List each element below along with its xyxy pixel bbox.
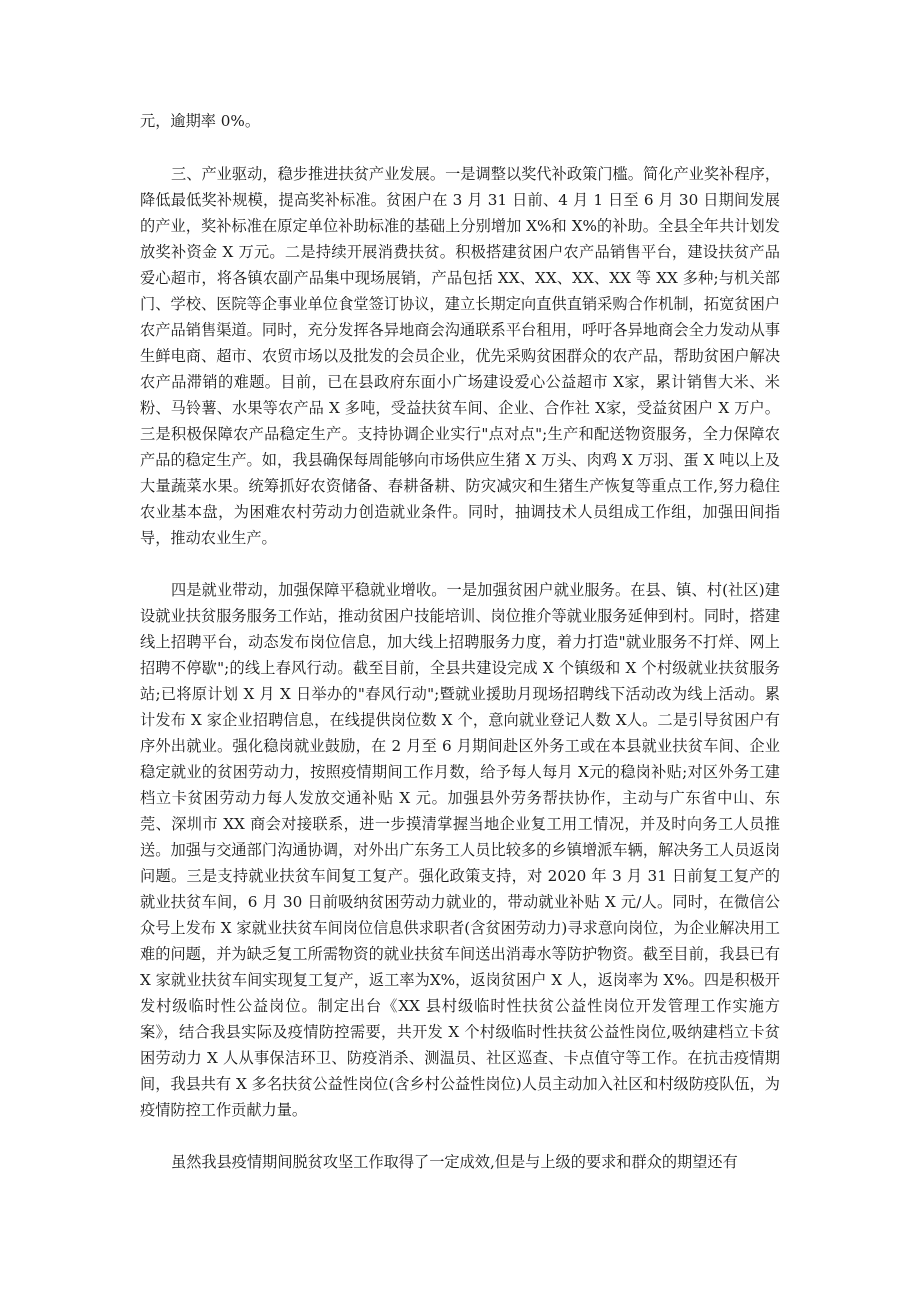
paragraph-shortcomings: 虽然我县疫情期间脱贫攻坚工作取得了一定成效,但是与上级的要求和群众的期望还有 [171, 1153, 738, 1171]
document-page [140, 108, 785, 1201]
paragraph-continuation: 元，逾期率 0%。 [140, 112, 261, 130]
paragraph-employment-driven: 四是就业带动，加强保障平稳就业增收。一是加强贫困户就业服务。在县、镇、村(社区)建设就业扶贫服务服务工作站，推动贫困户技能培训、岗位推介等就业服务延伸到村。同时，搭建线上招聘平台，动态发布岗位信息，加大线上招聘服务力度，着力打造"就业服务不打烊、网上招聘不停歇";的线上春风行动。截至目前，全县共建设完成 X 个镇级和 X 个村级就业扶贫服务站;已将原计划 X 月 X 日举办的"春风行动";暨就业援助月现场招聘线下活动改为线上活动。累计发布 X 家企业招聘信息，在线提供岗位数 X 个，意向就业登记人数 X人。二是引导贫困户有序外出就业。强化稳岗就业鼓励，在 2 月至 6 月期间赴区外务工或在本县就业扶贫车间、企业稳定就业的贫困劳动力，按照疫情期间工作月数，给予每人每月 X元的稳岗补贴;对区外务工建档立卡贫困劳动力每人发放交通补贴 X 元。加强县外劳务帮扶协作，主动与广东省中山、东莞、深圳市 XX 商会对接联系，进一步摸清掌握当地企业复工用工情况，并及时向务工人员推送。加强与交通部门沟通协调，对外出广东务工人员比较多的乡镇增派车辆，解决务工人员返岗问题。三是支持就业扶贫车间复工复产。强化政策支持，对 2020 年 3 月 31 日前复工复产的就业扶贫车间，6 月 30 日前吸纳贫困劳动力就业的，带动就业补贴 X 元/人。同时，在微信公众号上发布 X 家就业扶贫车间岗位信息供求职者(含贫困劳动力)寻求意向岗位，为企业解决用工难的问题，并为缺乏复工所需物资的就业扶贫车间送出消毒水等防护物资。截至目前，我县已有 X 家就业扶贫车间实现复工复产，返工率为X%，返岗贫困户 X 人，返岗率为 X%。四是积极开发村级临时性公益岗位。制定出台《XX 县村级临时性扶贫公益性岗位开发管理工作实施方案》，结合我县实际及疫情防控需要，共开发 X 个村级临时性扶贫公益性岗位,吸纳建档立卡贫困劳动力 X 人从事保洁环卫、防疫消杀、测温员、社区巡查、卡点值守等工作。在抗击疫情期间，我县共有 X 多名扶贫公益性岗位(含乡村公益性岗位)人员主动加入社区和村级防疫队伍，为疫情防控工作贡献力量。 [140, 581, 785, 1119]
paragraph-industry-driven: 三、产业驱动，稳步推进扶贫产业发展。一是调整以奖代补政策门槛。简化产业奖补程序，降低最低奖补规模，提高奖补标准。贫困户在 3 月 31 日前、4 月 1 日至 6 月 30 日期间发展的产业，奖补标准在原定单位补助标准的基础上分别增加 X%和 X%的补助。全县全年共计划发放奖补资金 X 万元。二是持续开展消费扶贫。积极搭建贫困户农产品销售平台，建设扶贫产品爱心超市，将各镇农副产品集中现场展销，产品包括 XX、XX、XX、XX 等 XX 多种;与机关部门、学校、医院等企事业单位食堂签订协议，建立长期定向直供直销采购合作机制，拓宽贫困户农产品销售渠道。同时，充分发挥各异地商会沟通联系平台租用，呼吁各异地商会全力发动从事生鲜电商、超市、农贸市场以及批发的会员企业，优先采购贫困群众的农产品，帮助贫困户解决农产品滞销的难题。目前，已在县政府东面小广场建设爱心公益超市 X家，累计销售大米、米粉、马铃薯、水果等农产品 X 多吨，受益扶贫车间、企业、合作社 X家，受益贫困户 X 万户。三是积极保障农产品稳定生产。支持协调企业实行"点对点";生产和配送物资服务，全力保障农产品的稳定生产。如，我县确保每周能够向市场供应生猪 X 万头、肉鸡 X 万羽、蛋 X 吨以上及大量蔬菜水果。统筹抓好农资储备、春耕备耕、防灾减灾和生猪生产恢复等重点工作,努力稳住农业基本盘，为困难农村劳动力创造就业条件。同时，抽调技术人员组成工作组，加强田间指导，推动农业生产。 [140, 165, 780, 547]
